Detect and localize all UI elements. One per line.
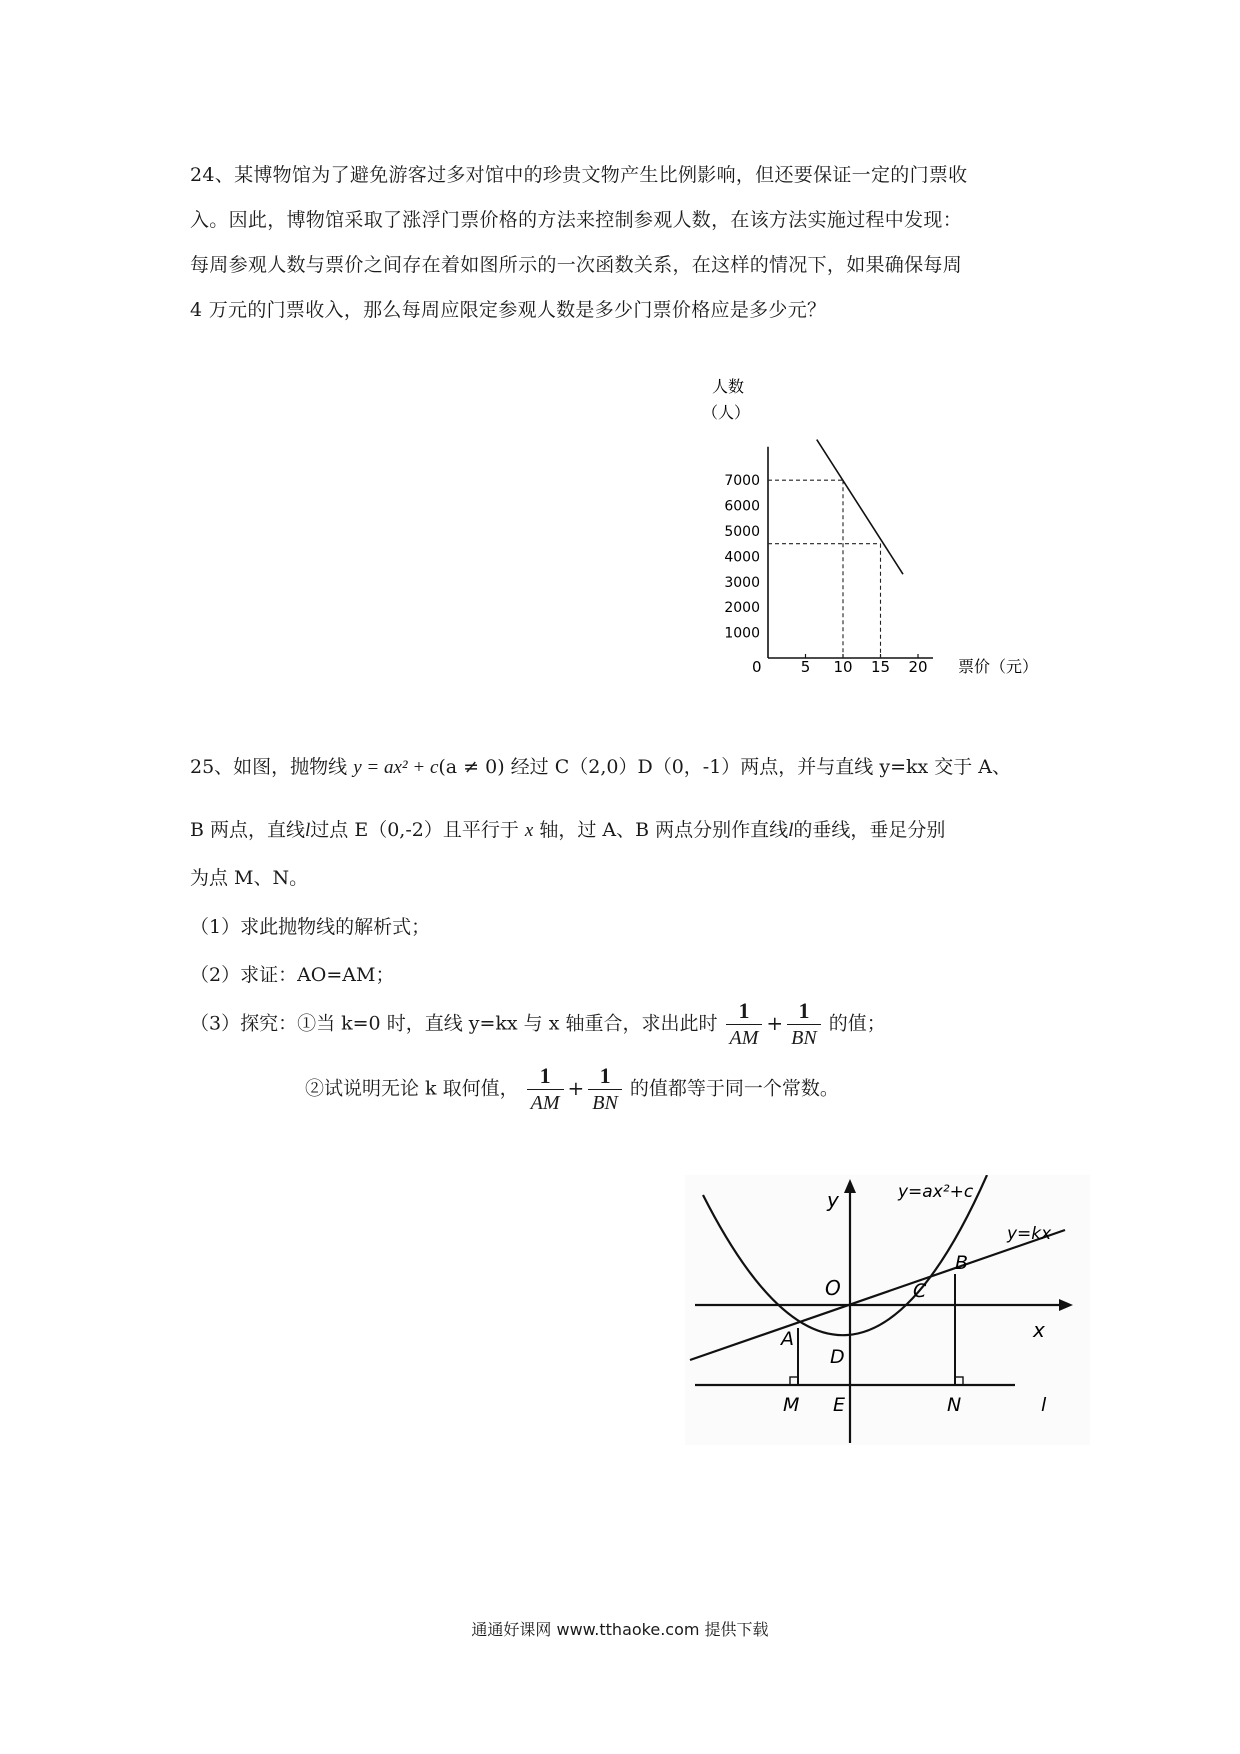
label-m: M [783,1394,800,1416]
parabola-formula: y = ax² + c [353,757,439,778]
origin-label: 0 [752,658,762,676]
q25-part-3-prefix: （3）探究：①当 k=0 时，直线 y=kx 与 x 轴重合，求出此时 [190,1012,718,1035]
series-line [817,440,903,575]
page-footer: 通通好课网 www.tthaoke.com 提供下载 [471,1620,769,1639]
y-tick-label: 1000 [724,625,760,642]
q25-part-3b-suffix: 的值都等于同一个常数。 [629,1077,839,1100]
fraction-1-over-am-2: $\frac{1}{AM}$ [527,1063,564,1116]
fraction-1-over-bn-2: $\frac{1}{BN}$ [588,1063,622,1116]
plus-sign-2: + [567,1075,585,1100]
label-c: C [913,1280,927,1302]
x-axis-label: 票价（元） [958,657,1039,676]
label-a: A [781,1328,794,1350]
reference-dashed-lines [768,480,881,658]
label-e: E [833,1394,846,1416]
fraction-1-over-bn: $\frac{1}{BN}$ [787,998,821,1051]
label-l: l [1041,1394,1047,1416]
q25-part-2: （2）求证：AO=AM； [190,964,395,986]
label-n: N [947,1394,962,1416]
x-tick-label: 10 [833,658,853,676]
plus-sign: + [766,1010,784,1035]
q25-intro-2a: B 两点，直线 [190,819,306,841]
q25-intro-2b: 过点 E（0,-2）且平行于 [310,819,519,841]
q25-part-1: （1）求此抛物线的解析式； [190,916,431,938]
q25-intro-line-1 [190,752,1011,779]
label-parabola-formula: y=ax²+c [898,1182,974,1202]
y-tick-label: 5000 [724,524,760,540]
y-axis-label-line2: （人） [702,403,751,422]
q25-intro-suffix: 经过 C（2,0）D（0，-1）两点，并与直线 y=kx 交于 A、 [510,756,1012,778]
figure-background [685,1175,1090,1445]
q25-intro-prefix: 25、如图，抛物线 [190,756,348,778]
q25-part-3b-prefix: ②试说明无论 k 取何值， [305,1077,519,1100]
label-y: y [827,1188,839,1212]
parabola-figure [685,1175,1090,1445]
y-tick-label: 7000 [724,473,760,490]
y-tick-label: 2000 [724,600,760,617]
y-axis-label-line1: 人数 [712,377,745,396]
label-o: O [825,1276,841,1300]
q24-line-4: 4 万元的门票收入，那么每周应限定参观人数是多少门票价格应是多少元？ [190,299,827,321]
y-tick-label: 4000 [724,549,760,566]
label-x: x [1033,1318,1045,1342]
fraction-1-over-am: $\frac{1}{AM}$ [726,998,763,1051]
q25-intro-2d: 的垂线，垂足分别 [793,819,946,841]
q25-intro-line-3: 为点 M、N。 [190,867,309,889]
line-l-symbol: l [305,820,311,841]
x-symbol: x [524,820,534,841]
line-l-symbol-2: l [788,820,794,841]
x-tick-label: 20 [908,658,928,676]
label-line-kx: y=kx [1007,1224,1052,1244]
q25-part-3b [305,1063,839,1116]
q24-line-3: 每周参观人数与票价之间存在着如图所示的一次函数关系，在这样的情况下，如果确保每周 [190,254,963,276]
q24-line-2: 入。因此，博物馆采取了涨浮门票价格的方法来控制参观人数，在该方法实施过程中发现： [190,209,963,231]
q25-part-3-suffix: 的值； [828,1012,886,1035]
x-tick-label: 15 [870,658,891,676]
y-tick-label: 3000 [724,574,760,591]
ticket-price-chart [700,370,1060,690]
parabola-condition: (a ≠ 0) [438,756,505,778]
question-24 [190,153,1060,333]
q24-line-1: 24、某博物馆为了避免游客过多对馆中的珍贵文物产生比例影响，但还要保证一定的门票收 [190,164,968,186]
data-series [817,440,903,575]
label-d: D [830,1346,845,1368]
chart-axes [768,447,933,658]
x-tick-label: 5 [800,658,811,676]
q25-intro-line-2 [190,815,945,842]
y-tick-label: 6000 [724,498,760,515]
q25-part-3 [190,998,886,1051]
y-tick-labels [724,473,760,641]
q25-intro-2c: 轴，过 A、B 两点分别作直线 [539,819,789,841]
label-b: B [955,1252,969,1274]
